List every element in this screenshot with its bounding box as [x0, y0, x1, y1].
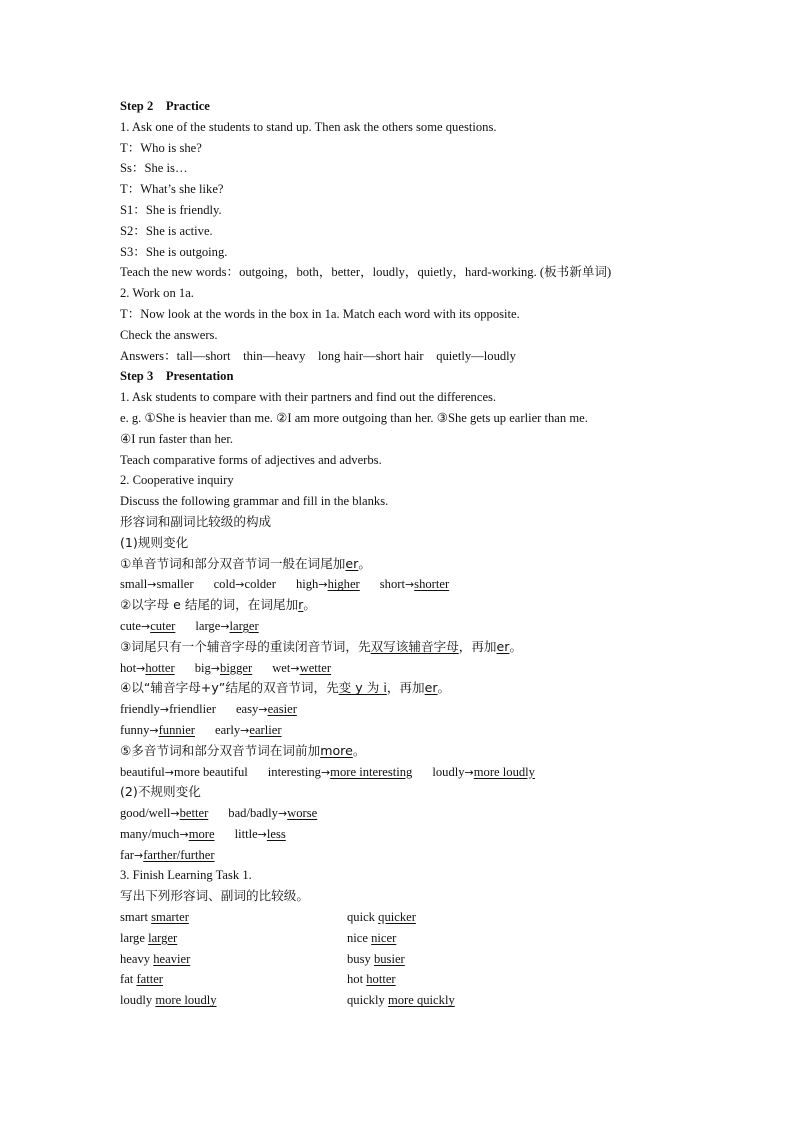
exercise-answer: nicer	[371, 930, 397, 945]
exercise-answer: more quickly	[387, 993, 455, 1008]
comparative-word: more loudly	[473, 764, 535, 779]
arrow-icon: →	[277, 807, 288, 821]
arrow-icon: →	[149, 723, 159, 737]
step2-line-1: 1. Ask one of the students to stand up. Then ask the others some questions.	[120, 119, 497, 134]
example-sentences: e. g. ①She is heavier than me. ②I am more outgoing than her. ③She gets up earlier than me.	[120, 410, 588, 425]
rule-5: ⑤多音节词和部分双音节词在词前加more。	[120, 742, 366, 758]
rule-5-answer: more	[320, 742, 353, 758]
arrow-icon: →	[464, 765, 474, 779]
rule-3-examples	[120, 658, 680, 679]
comparative-word: earlier	[249, 722, 282, 737]
rule-4-answer: 变 y 为 i	[338, 680, 387, 696]
base-word: wet	[272, 660, 291, 675]
exercise-word: large	[120, 930, 149, 945]
base-word: little	[234, 826, 258, 841]
exercise-item	[120, 949, 347, 970]
arrow-icon: →	[140, 619, 151, 633]
base-word: small	[120, 577, 148, 592]
regular-changes-heading: (1)规则变化	[120, 534, 189, 550]
base-word: easy	[235, 702, 259, 717]
exercise-answer: heavier	[153, 951, 191, 966]
dialogue-t-2: T：What’s she like?	[120, 182, 224, 197]
comparative-word: more interesting	[330, 764, 413, 779]
grammar-title: 形容词和副词比较级的构成	[120, 513, 272, 529]
arrow-icon: →	[159, 703, 170, 717]
exercise-row	[120, 990, 680, 1011]
dialogue-s2: S2：She is active.	[120, 223, 213, 238]
base-word: friendly	[120, 702, 160, 717]
exercise-item	[347, 990, 455, 1011]
comparative-exercise	[120, 907, 680, 1011]
step3-line-1: 1. Ask students to compare with their partners and find out the differences.	[120, 390, 497, 405]
irregular-examples-2	[120, 824, 680, 845]
comparative-word: higher	[327, 577, 360, 592]
comparative-word: friendlier	[169, 702, 216, 717]
comparative-word: more	[188, 826, 215, 841]
document-page	[120, 96, 680, 1011]
rule-4-answer-2: er	[424, 680, 438, 696]
exercise-item	[120, 928, 347, 949]
exercise-item	[347, 949, 405, 970]
base-word: big	[194, 660, 211, 675]
rule-1-answer: er	[345, 555, 359, 571]
step2-line-work: 2. Work on 1a.	[120, 286, 194, 301]
arrow-icon: →	[136, 661, 146, 675]
exercise-row	[120, 969, 680, 990]
base-word: loudly	[432, 764, 465, 779]
example-sentence-4: ④I run faster than her.	[120, 431, 234, 446]
exercise-row	[120, 928, 680, 949]
base-word: cute	[120, 618, 141, 633]
rule-4: ④以“辅音字母+y”结尾的双音节词，先变 y 为 i，再加er。	[120, 680, 451, 696]
comparative-word: shorter	[414, 577, 450, 592]
comparative-word: farther/further	[143, 847, 215, 862]
base-word: interesting	[267, 764, 321, 779]
dialogue-t-1: T：Who is she?	[120, 140, 202, 155]
arrow-icon: →	[133, 848, 144, 862]
comparative-word: worse	[287, 806, 318, 821]
comparative-word: colder	[244, 577, 276, 592]
exercise-row	[120, 907, 680, 928]
exercise-word: quickly	[347, 993, 388, 1008]
base-word: cold	[213, 577, 236, 592]
exercise-answer: smarter	[151, 910, 189, 925]
rule-2: ②以字母 e 结尾的词，在词尾加r。	[120, 597, 316, 613]
rule-4-examples-1	[120, 699, 680, 720]
exercise-answer: larger	[148, 930, 178, 945]
exercise-item	[120, 969, 347, 990]
base-word: good/well	[120, 806, 171, 821]
exercise-word: smart	[120, 910, 152, 925]
comparative-word: more beautiful	[173, 764, 248, 779]
comparative-word: smaller	[156, 577, 194, 592]
irregular-changes-heading: (2)不规则变化	[120, 784, 201, 800]
exercise-word: nice	[347, 930, 372, 945]
base-word: many/much	[120, 826, 180, 841]
arrow-icon: →	[257, 827, 267, 841]
exercise-word: heavy	[120, 951, 154, 966]
base-word: bad/badly	[228, 806, 278, 821]
arrow-icon: →	[164, 765, 174, 779]
rule-1-examples	[120, 574, 680, 595]
learning-task-1: 3. Finish Learning Task 1.	[120, 868, 252, 883]
arrow-icon: →	[320, 765, 331, 779]
comparative-word: funnier	[158, 722, 195, 737]
base-word: high	[295, 577, 319, 592]
exercise-answer: more loudly	[155, 993, 217, 1008]
step3-heading: Step 3 Presentation	[120, 369, 234, 384]
check-answers: Check the answers.	[120, 327, 218, 342]
comparative-word: wetter	[299, 660, 332, 675]
arrow-icon: →	[147, 578, 157, 592]
arrow-icon: →	[210, 661, 221, 675]
dialogue-t-3: T：Now look at the words in the box in 1a. Match each word with its opposite.	[120, 306, 520, 321]
comparative-word: hotter	[145, 660, 175, 675]
comparative-word: less	[266, 826, 286, 841]
arrow-icon: →	[290, 661, 300, 675]
exercise-item	[347, 907, 416, 928]
arrow-icon: →	[258, 703, 268, 717]
exercise-word: busy	[347, 951, 374, 966]
rule-5-examples	[120, 762, 680, 783]
exercise-answer: quicker	[378, 910, 416, 925]
rule-2-answer: r	[298, 597, 304, 613]
rule-3-answer: 双写该辅音字母	[370, 638, 459, 654]
arrow-icon: →	[318, 578, 328, 592]
base-word: beautiful	[120, 764, 165, 779]
rule-1: ①单音节词和部分双音节词一般在词尾加er。	[120, 555, 371, 571]
exercise-item	[120, 907, 347, 928]
rule-3-answer-2: er	[496, 638, 510, 654]
exercise-answer: fatter	[136, 972, 164, 987]
base-word: short	[379, 577, 405, 592]
arrow-icon: →	[404, 578, 415, 592]
comparative-word: cuter	[150, 618, 176, 633]
comparative-word: easier	[267, 702, 297, 717]
teach-comparative: Teach comparative forms of adjectives and adverbs.	[120, 452, 382, 467]
exercise-word: quick	[347, 910, 379, 925]
comparative-word: bigger	[220, 660, 253, 675]
exercise-word: hot	[347, 972, 367, 987]
teach-new-words: Teach the new words：outgoing，both，better，loudly，quietly，hard-working. (板书新单词)	[120, 265, 612, 280]
base-word: funny	[120, 722, 150, 737]
base-word: early	[214, 722, 241, 737]
exercise-answer: hotter	[366, 972, 396, 987]
rule-3: ③词尾只有一个辅音字母的重读闭音节词，先双写该辅音字母，再加er。	[120, 638, 523, 654]
rule-2-examples	[120, 616, 680, 637]
exercise-answer: busier	[373, 951, 405, 966]
arrow-icon: →	[220, 619, 230, 633]
dialogue-ss-1: Ss：She is…	[120, 161, 188, 176]
comparative-word: larger	[229, 618, 259, 633]
base-word: large	[195, 618, 221, 633]
learning-task-instruction: 写出下列形容词、副词的比较级。	[120, 888, 309, 904]
exercise-word: loudly	[120, 993, 156, 1008]
base-word: hot	[120, 660, 137, 675]
comparative-word: better	[179, 806, 209, 821]
step2-heading: Step 2 Practice	[120, 99, 210, 113]
arrow-icon: →	[240, 723, 250, 737]
exercise-word: fat	[120, 972, 137, 987]
exercise-row	[120, 949, 680, 970]
dialogue-s3: S3：She is outgoing.	[120, 244, 228, 259]
exercise-item	[347, 928, 396, 949]
irregular-examples-1	[120, 803, 680, 824]
irregular-examples-3	[120, 845, 680, 866]
dialogue-s1: S1：She is friendly.	[120, 202, 222, 217]
base-word: far	[120, 847, 134, 862]
answers-line: Answers：tall—short thin—heavy long hair—short hair quietly—loudly	[120, 348, 516, 363]
arrow-icon: →	[179, 827, 189, 841]
rule-4-examples-2	[120, 720, 680, 741]
cooperative-inquiry: 2. Cooperative inquiry	[120, 473, 234, 488]
arrow-icon: →	[170, 807, 180, 821]
discuss-grammar: Discuss the following grammar and fill in the blanks.	[120, 494, 389, 509]
exercise-item	[120, 990, 347, 1011]
exercise-item	[347, 969, 396, 990]
arrow-icon: →	[235, 578, 245, 592]
